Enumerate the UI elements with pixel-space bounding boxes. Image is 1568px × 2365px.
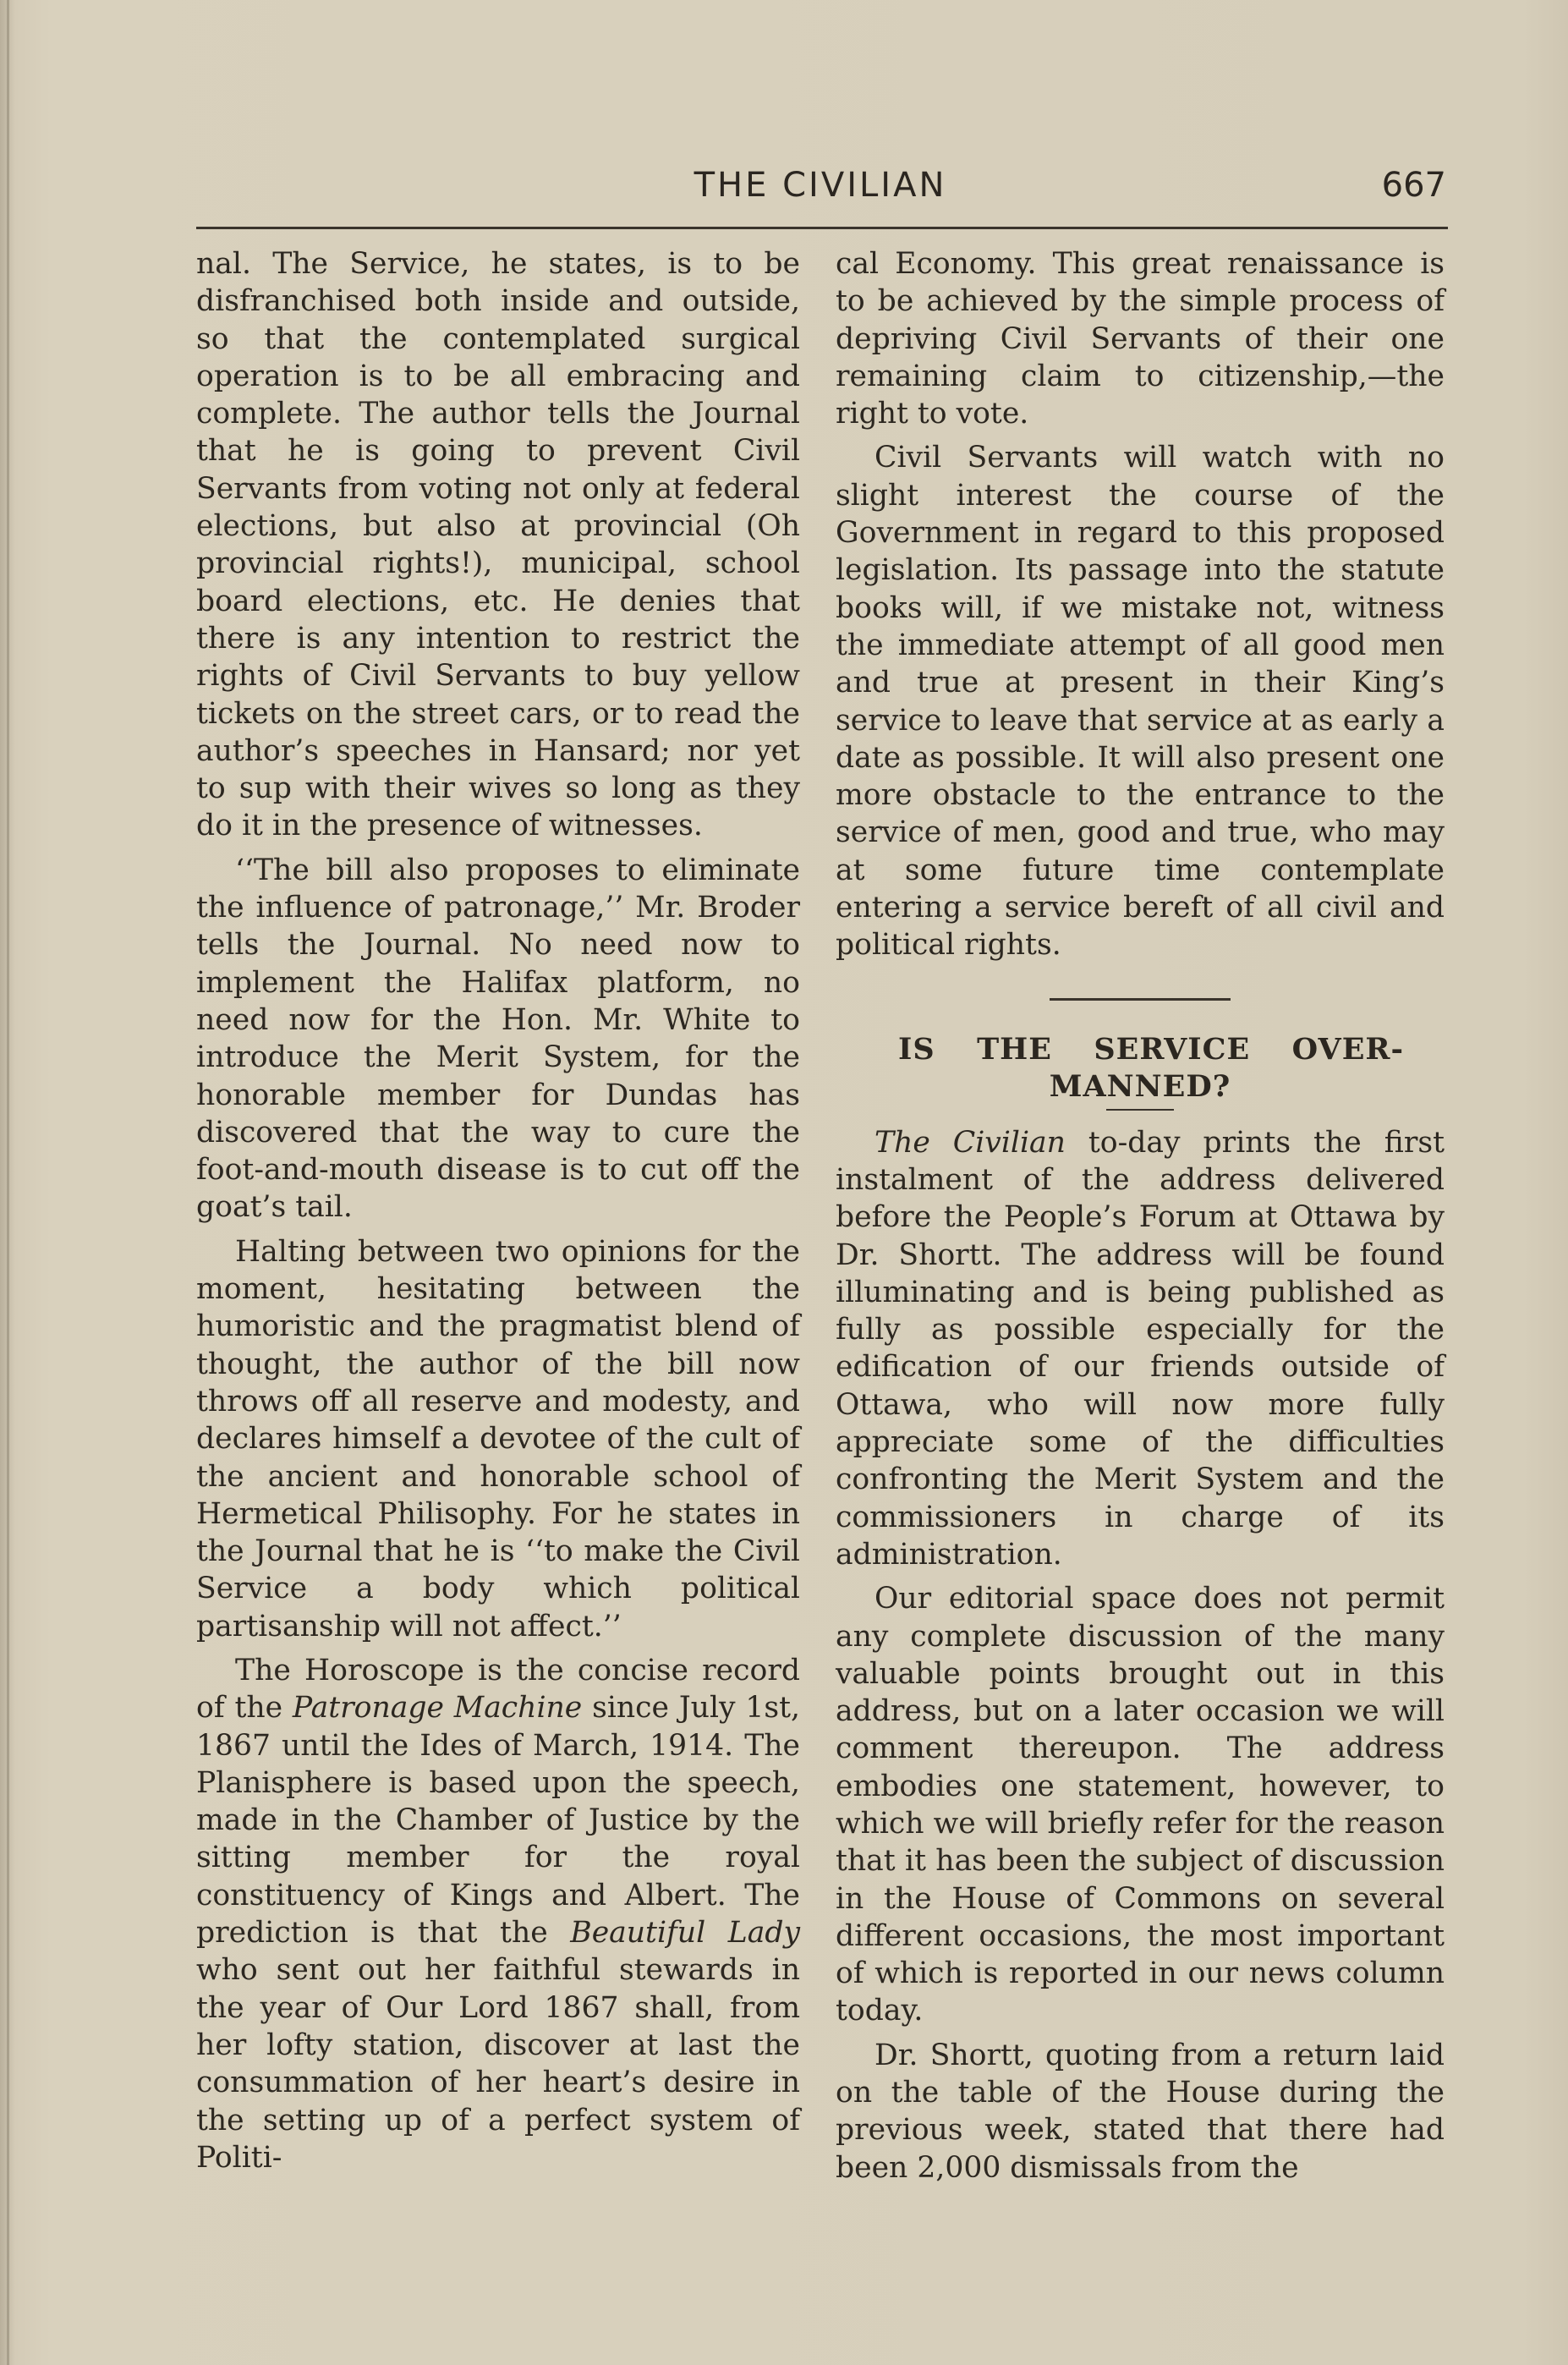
- running-header: [195, 166, 1446, 211]
- text-run: who sent out her faithful stewards in the year of Our Lord 1867 shall, from her lofty station, discover at last the consummation of her heart’s desire in the setting up of a perfect system of Politi-: [196, 1953, 800, 2175]
- paragraph: nal. The Service, he states, is to be disfranchised both inside and outside, so that the contemplated surgical operation is to be all embracing and complete. The author tells the Journal that he is going to prevent Civil Servants from voting not only at federal elections, but also at provincial (Oh provincial rights!), municipal, school board elections, etc. He denies that there is any intention to restrict the rights of Civil Servants to buy yellow tickets on the street cars, or to read the author’s speeches in Hansard; nor yet to sup with their wives so long as they do it in the presence of witnesses.: [196, 247, 800, 843]
- paragraph: cal Economy. This great renaissance is to be achieved by the simple process of depriving Civil Servants of their one remaining claim to citizenship,—the right to vote.: [836, 247, 1445, 431]
- section-divider: [1050, 998, 1231, 1001]
- italic-title: Patronage Machine: [292, 1691, 583, 1726]
- binding-edge: [7, 0, 9, 2365]
- paragraph: Civil Servants will watch with no slight interest the course of the Government in regard to this proposed legislation. Its passage into the statute books will, if we mistake not, witness the immediate attempt of all good men and true at present in their King’s service to leave that service at as early a date as possible. It will also present one more obstacle to the entrance to the service of men, good and true, who may at some future time contemplate entering a service bereft of all civil and political rights.: [836, 441, 1445, 963]
- text-run: to-day prints the first instalment of the address delivered before the People’s Forum at Ottawa by Dr. Shortt. The address will be found illuminating and is being published as fully as possible especially for the edification of our friends outside of Ottawa, who will now more fully appreciate some of the difficulties confronting the Merit System and the commissioners in charge of its administration.: [836, 1125, 1445, 1572]
- italic-title: The Civilian: [874, 1125, 1066, 1160]
- page-number: 667: [1381, 166, 1446, 205]
- left-column: [196, 245, 800, 2183]
- text-run: The Horoscope is the concise record of the: [196, 1653, 800, 1726]
- paragraph: ‘‘The bill also proposes to eliminate the influence of patronage,’’ Mr. Broder tells the Journal. No need now to implement the Halifax platform, no need now for the Hon. Mr. White to introduce the Merit System, for the honorable member for Dundas has discovered that the way to cure the foot-and-mouth disease is to cut off the goat’s tail.: [196, 853, 800, 1225]
- paragraph: [836, 1124, 1445, 1574]
- heading-line: IS THE SERVICE OVER-: [898, 1031, 1404, 1067]
- paragraph: [196, 1652, 800, 2176]
- italic-title: Beautiful Lady: [570, 1916, 800, 1951]
- paragraph: Halting between two opinions for the moment, hesitating between the humoristic and the pragmatist blend of thought, the author of the bill now throws off all reserve and modesty, and declares himself a devotee of the cult of the ancient and honorable school of Hermetical Philisophy. For he states in the Journal that he is ‘‘to make the Civil Service a body which political partisanship will not affect.’’: [196, 1234, 800, 1643]
- right-column: [836, 245, 1445, 2193]
- text-run: since July 1st, 1867 until the Ides of March, 1914. The Planisphere is based upon the speech, made in the Chamber of Justice by the sitting member for the royal constituency of Kings and Albert. The prediction is that the: [196, 1691, 800, 1951]
- header-rule: [196, 227, 1448, 229]
- paragraph: Our editorial space does not permit any complete discussion of the many valuable points brought out in this address, but on a later occasion we will comment thereupon. The address embodies one statement, however, to which we will briefly refer for the reason that it has been the subject of discussion in the House of Commons on several different occasions, the most important of which is reported in our news column today.: [836, 1582, 1445, 2028]
- journal-title: THE CIVILIAN: [694, 166, 947, 205]
- heading-line: MANNED?: [1049, 1068, 1231, 1104]
- heading-underline: [1106, 1109, 1174, 1111]
- paragraph: Dr. Shortt, quoting from a return laid on the table of the House during the previous week, stated that there had been 2,000 dismissals from the: [836, 2038, 1445, 2185]
- section-heading: [836, 1031, 1445, 1106]
